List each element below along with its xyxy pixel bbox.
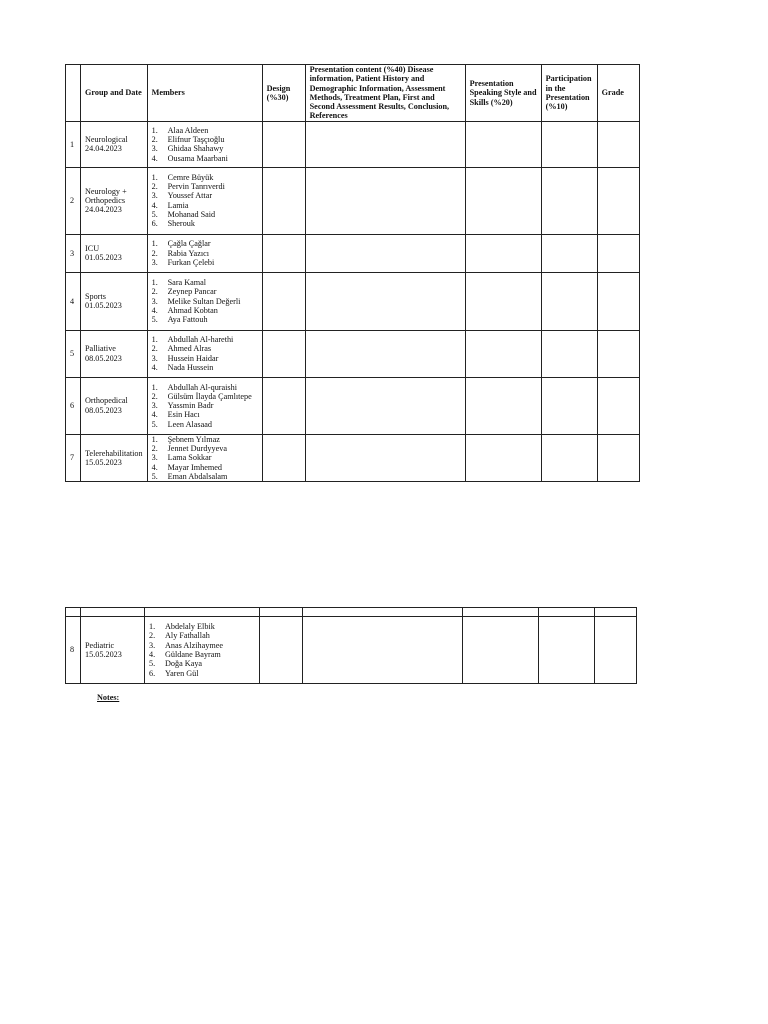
header-group-and-date: Group and Date — [81, 65, 148, 122]
member-name: Abdullah Al-quraishi — [167, 382, 237, 392]
member-name: Leen Alasaad — [167, 419, 212, 429]
content-score-cell — [305, 272, 465, 330]
design-score-cell — [262, 121, 305, 167]
member-item — [152, 306, 258, 315]
group-row — [66, 234, 640, 272]
member-number: 2. — [151, 391, 158, 401]
member-name: Pervin Tanrıverdi — [167, 182, 225, 192]
group-number: 7 — [66, 434, 81, 481]
member-number: 2. — [151, 344, 158, 354]
group-number: 4 — [66, 272, 81, 330]
grade-cell — [597, 234, 639, 272]
member-number: 2. — [151, 444, 158, 454]
members-cell — [147, 167, 262, 234]
member-item — [149, 622, 255, 631]
member-number: 6. — [149, 668, 156, 678]
member-number: 6. — [151, 219, 158, 229]
member-name: Rabia Yazıcı — [167, 248, 210, 258]
member-name: Mohanad Said — [167, 210, 216, 220]
member-item — [152, 135, 258, 144]
member-name: Gülsüm İlayda Çamlıtepe — [167, 391, 252, 401]
member-number: 4. — [151, 410, 158, 420]
speaking-score-cell — [465, 121, 541, 167]
group-row — [66, 272, 640, 330]
member-number: 2. — [151, 248, 158, 258]
design-score-cell — [262, 272, 305, 330]
member-item — [152, 126, 258, 135]
member-name: Ahmad Kobtan — [167, 305, 218, 315]
member-name: Mayar Imhemed — [167, 462, 222, 472]
group-number: 3 — [66, 234, 81, 272]
members-list — [152, 435, 258, 481]
member-number: 5. — [151, 471, 158, 481]
group-and-date-cell — [81, 167, 148, 234]
member-name: Yassmin Badr — [167, 401, 214, 411]
group-name: Pediatric — [85, 640, 115, 650]
member-item — [152, 173, 258, 182]
member-name: Ahmed Alras — [167, 344, 212, 354]
participation-score-cell — [541, 377, 597, 434]
group-and-date-cell — [81, 121, 148, 167]
group-date: 24.04.2023 — [85, 205, 122, 215]
participation-score-cell — [539, 617, 595, 684]
member-number: 3. — [151, 144, 158, 154]
grade-cell — [597, 167, 639, 234]
member-name: Aya Fattouh — [167, 315, 208, 325]
members-list — [152, 173, 258, 229]
group-row — [66, 377, 640, 434]
member-item — [152, 278, 258, 287]
member-name: Zeynep Pancar — [167, 287, 217, 297]
header-grade: Grade — [597, 65, 639, 122]
member-item — [152, 335, 258, 344]
group-date: 08.05.2023 — [85, 405, 122, 415]
member-item — [152, 453, 258, 462]
members-cell — [147, 272, 262, 330]
member-number: 3. — [151, 296, 158, 306]
member-name: Eman Abdalsalam — [167, 471, 228, 481]
member-item — [152, 191, 258, 200]
members-cell — [147, 434, 262, 481]
member-name: Güldane Bayram — [165, 650, 221, 659]
member-number: 1. — [151, 335, 158, 345]
grading-table-continued — [65, 607, 637, 684]
member-item — [152, 410, 258, 419]
content-score-cell — [305, 234, 465, 272]
speaking-score-cell — [465, 434, 541, 481]
group-row — [66, 330, 640, 377]
content-score-cell — [305, 121, 465, 167]
member-item — [152, 401, 258, 410]
grade-cell — [595, 617, 637, 684]
member-number: 4. — [151, 305, 158, 315]
group-date: 15.05.2023 — [85, 650, 122, 659]
member-name: Furkan Çelebi — [167, 257, 215, 267]
content-score-cell — [305, 434, 465, 481]
member-name: Ousama Maarbani — [167, 153, 228, 163]
member-name: Çağla Çağlar — [167, 239, 211, 249]
participation-score-cell — [541, 234, 597, 272]
member-number: 4. — [151, 200, 158, 210]
member-name: Hussein Haidar — [167, 353, 219, 363]
members-list — [152, 239, 258, 267]
blank-cell — [145, 608, 260, 617]
member-item — [152, 239, 258, 248]
member-number: 2. — [151, 134, 158, 144]
member-item — [152, 249, 258, 258]
member-item — [152, 297, 258, 306]
content-score-cell — [305, 167, 465, 234]
member-item — [152, 201, 258, 210]
grade-cell — [597, 330, 639, 377]
group-name: Neurological — [85, 134, 128, 144]
member-item — [152, 344, 258, 353]
speaking-score-cell — [465, 272, 541, 330]
group-number: 1 — [66, 121, 81, 167]
members-cell — [145, 617, 260, 684]
grade-cell — [597, 434, 639, 481]
design-score-cell — [262, 167, 305, 234]
member-name: Aly Fathallah — [165, 631, 210, 641]
members-cell — [147, 330, 262, 377]
group-date: 24.04.2023 — [85, 144, 122, 154]
group-number: 2 — [66, 167, 81, 234]
member-number: 3. — [149, 640, 156, 650]
members-cell — [147, 234, 262, 272]
member-item — [152, 420, 258, 429]
speaking-score-cell — [465, 330, 541, 377]
group-name: Neurology + Orthopedics — [85, 186, 127, 206]
design-score-cell — [262, 434, 305, 481]
member-number: 2. — [151, 287, 158, 297]
member-item — [152, 315, 258, 324]
grade-cell — [597, 121, 639, 167]
member-number: 2. — [149, 631, 156, 641]
design-score-cell — [262, 330, 305, 377]
member-number: 4. — [149, 650, 156, 659]
member-item — [149, 631, 255, 640]
member-number: 5. — [151, 315, 158, 325]
member-number: 4. — [151, 363, 158, 373]
member-number: 3. — [151, 401, 158, 411]
member-number: 1. — [151, 434, 158, 444]
member-item — [152, 472, 258, 481]
group-and-date-cell — [81, 234, 148, 272]
group-date: 01.05.2023 — [85, 301, 122, 311]
member-item — [152, 219, 258, 228]
member-number: 2. — [151, 182, 158, 192]
member-number: 1. — [151, 239, 158, 249]
design-score-cell — [260, 617, 303, 684]
member-name: Abdullah Al-harethi — [167, 335, 234, 345]
group-and-date-cell — [81, 617, 145, 684]
group-number: 6 — [66, 377, 81, 434]
members-list — [152, 126, 258, 163]
group-name: Palliative — [85, 344, 116, 354]
member-number: 1. — [151, 382, 158, 392]
members-list — [149, 622, 255, 678]
member-item — [152, 182, 258, 191]
member-item — [152, 463, 258, 472]
member-item — [152, 354, 258, 363]
member-item — [152, 287, 258, 296]
member-number: 5. — [151, 210, 158, 220]
member-name: Anas Alzihaymee — [165, 640, 223, 650]
participation-score-cell — [541, 330, 597, 377]
group-date: 08.05.2023 — [85, 353, 122, 363]
member-item — [152, 435, 258, 444]
members-list — [152, 278, 258, 324]
grade-cell — [597, 377, 639, 434]
group-name: Orthopedical — [85, 396, 128, 406]
members-cell — [147, 377, 262, 434]
member-number: 3. — [151, 191, 158, 201]
member-item — [152, 210, 258, 219]
member-item — [152, 392, 258, 401]
member-name: Melike Sultan Değerli — [167, 296, 241, 306]
member-name: Ghidaa Shahawy — [167, 144, 224, 154]
blank-cell — [539, 608, 595, 617]
header-design: Design (%30) — [262, 65, 305, 122]
member-name: Youssef Attar — [167, 191, 213, 201]
member-item — [152, 258, 258, 267]
content-score-cell — [303, 617, 463, 684]
participation-score-cell — [541, 121, 597, 167]
speaking-score-cell — [465, 167, 541, 234]
member-name: Doğa Kaya — [165, 659, 203, 669]
members-cell — [147, 121, 262, 167]
group-and-date-cell — [81, 330, 148, 377]
blank-cell — [66, 608, 81, 617]
members-list — [152, 335, 258, 372]
blank-cell — [303, 608, 463, 617]
member-item — [152, 144, 258, 153]
participation-score-cell — [541, 434, 597, 481]
member-number: 4. — [151, 153, 158, 163]
content-score-cell — [305, 377, 465, 434]
member-name: Sara Kamal — [167, 278, 207, 288]
member-name: Alaa Aldeen — [167, 125, 209, 135]
header-number — [66, 65, 81, 122]
group-name: Telerehabilitation — [85, 448, 143, 458]
speaking-score-cell — [465, 377, 541, 434]
header-presentation-content: Presentation content (%40) Disease information, Patient History and Demographic Information, Assessment Methods, Treatment Plan, First and Second Assessment Results, Conclusion, References — [305, 65, 465, 122]
group-name: ICU — [85, 243, 100, 253]
members-list — [152, 383, 258, 429]
member-number: 4. — [151, 462, 158, 472]
member-item — [152, 154, 258, 163]
grading-table-body — [66, 121, 640, 481]
content-score-cell — [305, 330, 465, 377]
member-number: 1. — [149, 622, 156, 632]
member-name: Lamia — [167, 200, 189, 210]
member-number: 1. — [151, 172, 158, 182]
blank-cell — [463, 608, 539, 617]
group-number: 5 — [66, 330, 81, 377]
header-participation: Participation in the Presentation (%10) — [541, 65, 597, 122]
member-name: Esin Hacı — [167, 410, 200, 420]
member-number: 3. — [151, 453, 158, 463]
speaking-score-cell — [463, 617, 539, 684]
member-item — [152, 363, 258, 372]
member-number: 1. — [151, 278, 158, 288]
group-and-date-cell — [81, 377, 148, 434]
design-score-cell — [262, 377, 305, 434]
header-row — [66, 65, 640, 122]
member-item — [152, 383, 258, 392]
blank-cell — [260, 608, 303, 617]
group-date: 01.05.2023 — [85, 253, 122, 263]
member-item — [149, 659, 255, 668]
blank-cell — [81, 608, 145, 617]
speaking-score-cell — [465, 234, 541, 272]
member-item — [149, 669, 255, 678]
design-score-cell — [262, 234, 305, 272]
group-and-date-cell — [81, 272, 148, 330]
member-item — [152, 444, 258, 453]
member-name: Elifnur Taşçıoğlu — [167, 134, 225, 144]
member-name: Cemre Büyük — [167, 172, 214, 182]
participation-score-cell — [541, 167, 597, 234]
member-name: Abdelaly Elbik — [165, 622, 215, 632]
group-row — [66, 121, 640, 167]
header-members: Members — [147, 65, 262, 122]
group-row — [66, 167, 640, 234]
member-name: Nada Hussein — [167, 363, 214, 373]
member-number: 3. — [151, 353, 158, 363]
member-number: 3. — [151, 257, 158, 267]
member-item — [149, 650, 255, 659]
group-and-date-cell — [81, 434, 148, 481]
group-number: 8 — [66, 617, 81, 684]
member-name: Şebnem Yılmaz — [167, 434, 220, 444]
header-speaking-style: Presentation Speaking Style and Skills (%20) — [465, 65, 541, 122]
group-row — [66, 617, 637, 684]
participation-score-cell — [541, 272, 597, 330]
group-name: Sports — [85, 291, 106, 301]
blank-cell — [595, 608, 637, 617]
grading-table — [65, 64, 640, 482]
notes-label: Notes: — [97, 693, 120, 702]
member-number: 5. — [151, 419, 158, 429]
member-number: 1. — [151, 125, 158, 135]
member-number: 5. — [149, 659, 156, 669]
group-row — [66, 434, 640, 481]
member-item — [149, 641, 255, 650]
grading-table-continued-body — [66, 608, 637, 684]
member-name: Sherouk — [167, 219, 195, 229]
grade-cell — [597, 272, 639, 330]
blank-header-row — [66, 608, 637, 617]
member-name: Jennet Durdyyeva — [167, 444, 227, 454]
group-date: 15.05.2023 — [85, 458, 122, 468]
member-name: Lama Sokkar — [167, 453, 212, 463]
member-name: Yaren Gül — [165, 668, 199, 678]
